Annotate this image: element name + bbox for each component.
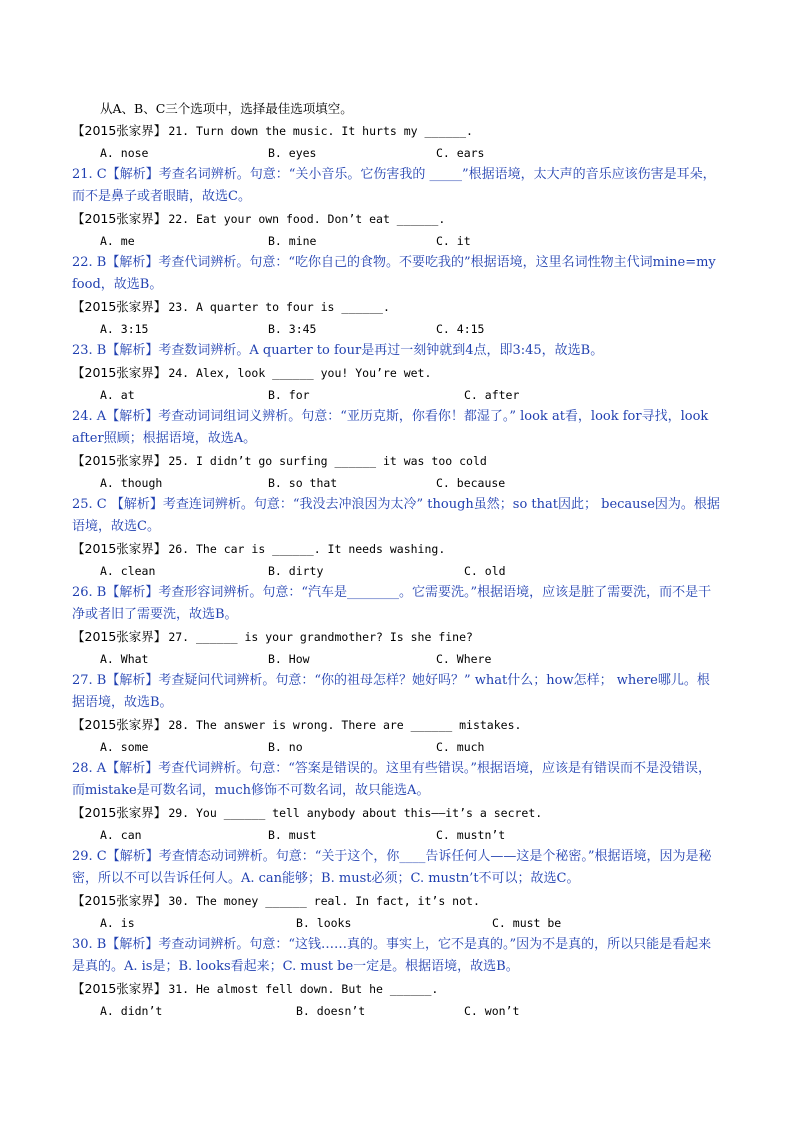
question-source: 【2015张家界】	[72, 453, 167, 468]
option-b: B. no	[268, 740, 303, 754]
option-a: A. at	[100, 388, 135, 402]
question-stem: 29. You ______ tell anybody about this——it’s a secret.	[168, 806, 543, 820]
question-source: 【2015张家界】	[72, 629, 167, 644]
question-line	[72, 626, 722, 648]
question-line	[72, 450, 722, 472]
option-a: A. though	[100, 476, 163, 490]
option-c: C. because	[436, 476, 506, 490]
question-stem: 25. I didn’t go surfing ______ it was too cold	[168, 454, 487, 468]
question-source: 【2015张家界】	[72, 211, 167, 226]
option-c: C. 4:15	[436, 322, 485, 336]
option-b: B. dirty	[268, 564, 324, 578]
options-row	[72, 384, 722, 406]
options-row	[72, 1000, 722, 1022]
question-source: 【2015张家界】	[72, 893, 167, 908]
option-c: C. much	[436, 740, 485, 754]
question-source: 【2015张家界】	[72, 981, 167, 996]
option-a: A. nose	[100, 146, 149, 160]
options-row	[72, 736, 722, 758]
option-a: A. clean	[100, 564, 156, 578]
question-stem: 23. A quarter to four is ______.	[168, 300, 390, 314]
option-a: A. some	[100, 740, 149, 754]
question-source: 【2015张家界】	[72, 805, 167, 820]
option-b: B. doesn’t	[296, 1004, 366, 1018]
option-a: A. can	[100, 828, 142, 842]
option-a: A. 3:15	[100, 322, 149, 336]
option-b: B. looks	[296, 916, 352, 930]
question-stem: 31. He almost fell down. But he ______.	[168, 982, 439, 996]
option-b: B. for	[268, 388, 310, 402]
option-a: A. me	[100, 234, 135, 248]
question-stem: 24. Alex, look ______ you! You’re wet.	[168, 366, 432, 380]
option-a: A. didn’t	[100, 1004, 163, 1018]
question-stem: 21. Turn down the music. It hurts my ______.	[168, 124, 473, 138]
option-c: C. after	[464, 388, 520, 402]
options-row	[72, 648, 722, 670]
answer-explanation: 22. B【解析】考查代词辨析。句意：“吃你自己的食物。不要吃我的”根据语境，这里名词性物主代词mine=my food，故选B。	[72, 255, 716, 292]
question-stem: 30. The money ______ real. In fact, it’s not.	[168, 894, 480, 908]
question-line	[72, 890, 722, 912]
answer-explanation: 28. A【解析】考查代词辨析。句意：“答案是错误的。这里有些错误。”根据语境，应该是有错误而不是没错误，而mistake是可数名词，much修饰不可数名词，故只能选A。	[72, 761, 711, 798]
answer-explanation: 21. C【解析】考查名词辨析。句意：“关小音乐。它伤害我的 _____”根据语境，太大声的音乐应该伤害是耳朵，而不是鼻子或者眼睛，故选C。	[72, 167, 716, 204]
option-b: B. How	[268, 652, 310, 666]
question-line	[72, 208, 722, 230]
question-line	[72, 362, 722, 384]
option-c: C. it	[436, 234, 471, 248]
options-row	[72, 560, 722, 582]
options-row	[72, 472, 722, 494]
question-line	[72, 120, 722, 142]
question-line	[72, 978, 722, 1000]
options-row	[72, 824, 722, 846]
option-c: C. won’t	[464, 1004, 520, 1018]
instructions: 从A、B、C三个选项中，选择最佳选项填空。	[100, 101, 353, 116]
option-b: B. eyes	[268, 146, 317, 160]
option-c: C. mustn’t	[436, 828, 506, 842]
question-stem: 27. ______ is your grandmother? Is she fine?	[168, 630, 473, 644]
question-line	[72, 802, 722, 824]
option-a: A. is	[100, 916, 135, 930]
answer-explanation: 30. B【解析】考查动词辨析。句意：“这钱……真的。事实上，它不是真的。”因为不是真的，所以只能是看起来是真的。A. is是；B. looks看起来；C. must be一定是。根据语境，故选B。	[72, 937, 712, 974]
option-b: B. must	[268, 828, 317, 842]
question-stem: 28. The answer is wrong. There are ______ mistakes.	[168, 718, 522, 732]
option-b: B. so that	[268, 476, 338, 490]
options-row	[72, 230, 722, 252]
question-stem: 26. The car is ______. It needs washing.	[168, 542, 446, 556]
question-line	[72, 538, 722, 560]
question-source: 【2015张家界】	[72, 123, 167, 138]
question-source: 【2015张家界】	[72, 717, 167, 732]
answer-explanation: 24. A【解析】考查动词词组词义辨析。句意：“亚历克斯，你看你！都湿了。” look at看，look for寻找，look after照顾；根据语境，故选A。	[72, 409, 709, 446]
question-source: 【2015张家界】	[72, 365, 167, 380]
answer-explanation: 29. C【解析】考查情态动词辨析。句意：“关于这个，你____告诉任何人——这是个秘密。”根据语境，因为是秘密，所以不可以告诉任何人。A. can能够；B. must必须；C. mustn’t不可以；故选C。	[72, 849, 712, 886]
answer-explanation: 23. B【解析】考查数词辨析。A quarter to four是再过一刻钟就到4点，即3:45，故选B。	[72, 343, 604, 358]
options-row	[72, 142, 722, 164]
question-source: 【2015张家界】	[72, 299, 167, 314]
option-c: C. ears	[436, 146, 485, 160]
options-row	[72, 912, 722, 934]
question-line	[72, 296, 722, 318]
question-list	[72, 120, 722, 1022]
option-c: C. must be	[492, 916, 562, 930]
option-a: A. What	[100, 652, 149, 666]
answer-explanation: 26. B【解析】考查形容词辨析。句意：“汽车是________。它需要洗。”根据语境，应该是脏了需要洗，而不是干净或者旧了需要洗，故选B。	[72, 585, 712, 622]
answer-explanation: 27. B【解析】考查疑问代词辨析。句意：“你的祖母怎样？她好吗？” what什么；how怎样； where哪儿。根据语境，故选B。	[72, 673, 710, 710]
document-page	[72, 98, 722, 1022]
question-stem: 22. Eat your own food. Don’t eat ______.	[168, 212, 446, 226]
option-c: C. old	[464, 564, 506, 578]
options-row	[72, 318, 722, 340]
option-b: B. 3:45	[268, 322, 317, 336]
question-source: 【2015张家界】	[72, 541, 167, 556]
option-b: B. mine	[268, 234, 317, 248]
question-line	[72, 714, 722, 736]
answer-explanation: 25. C 【解析】考查连词辨析。句意：“我没去冲浪因为太冷” though虽然；so that因此； because因为。根据语境，故选C。	[72, 497, 720, 534]
option-c: C. Where	[436, 652, 492, 666]
